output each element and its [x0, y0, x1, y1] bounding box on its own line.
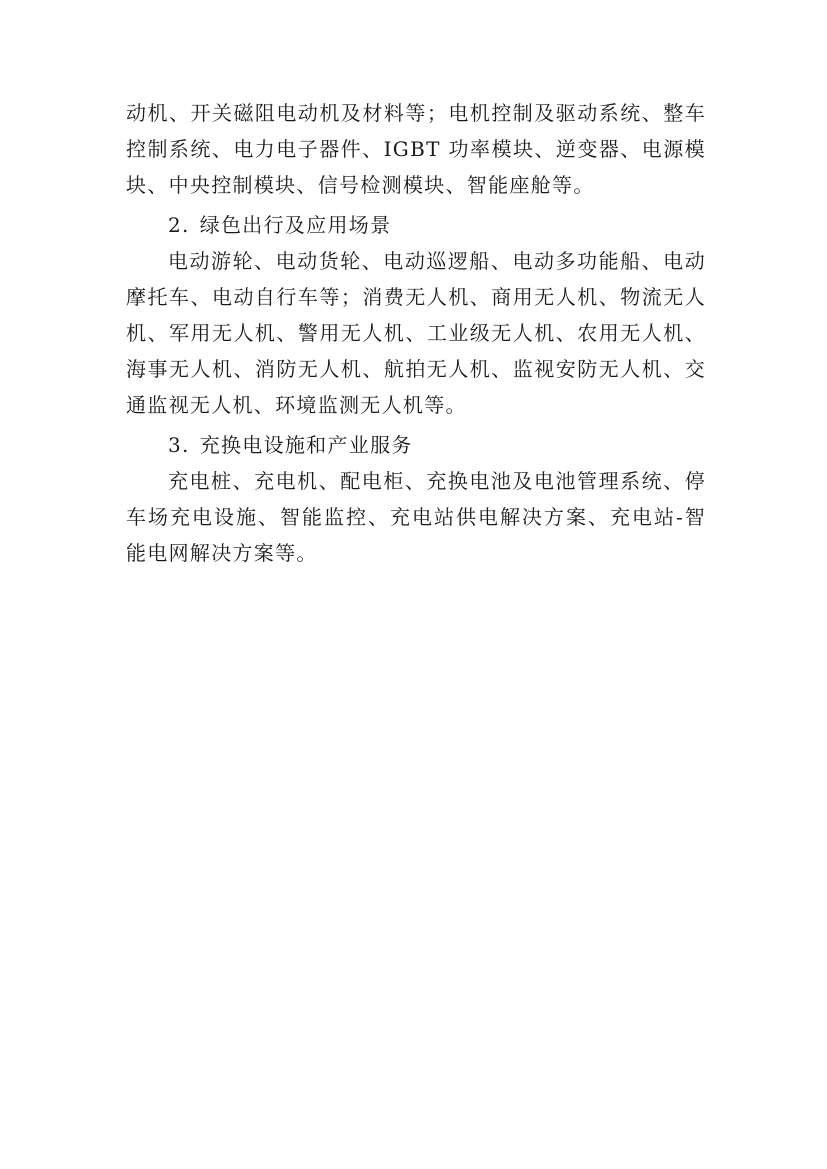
document-body: [126, 95, 706, 571]
section-body-3: 充电桩、充电机、配电柜、充换电池及电池管理系统、停车场充电设施、智能监控、充电站供电解决方案、充电站-智能电网解决方案等。: [126, 469, 706, 565]
section-body-2: 电动游轮、电动货轮、电动巡逻船、电动多功能船、电动摩托车、电动自行车等；消费无人机、商用无人机、物流无人机、军用无人机、警用无人机、工业级无人机、农用无人机、海事无人机、消防无人机、航拍无人机、监视安防无人机、交通监视无人机、环境监测无人机等。: [126, 249, 706, 417]
section-number: 3.: [168, 433, 190, 457]
section-number: 2.: [168, 213, 190, 237]
section-title: 充换电设施和产业服务: [199, 433, 413, 457]
section-heading-3: [126, 427, 706, 463]
section-heading-2: [126, 207, 706, 243]
section-title: 绿色出行及应用场景: [199, 213, 392, 237]
continued-paragraph: 动机、开关磁阻电动机及材料等；电机控制及驱动系统、整车控制系统、电力电子器件、IGBT 功率模块、逆变器、电源模块、中央控制模块、信号检测模块、智能座舱等。: [126, 101, 706, 197]
